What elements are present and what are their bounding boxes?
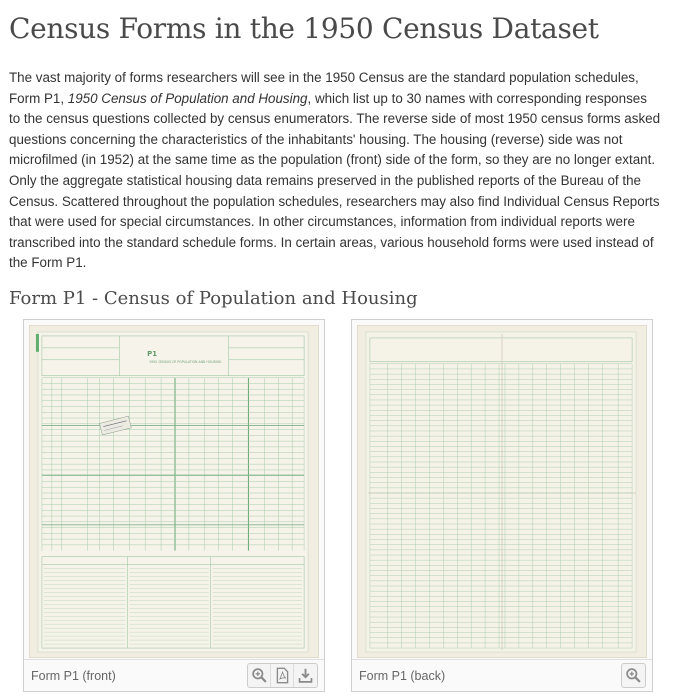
figure-form-p1-back <box>351 319 653 692</box>
zoom-button[interactable] <box>622 664 645 687</box>
intro-text-2: , which list up to 30 names with corresponding responses to the census questions collected by census enumerators. The reverse side of most 1950 census forms asked questions concerning the characteristics of the inhabitants' housing. The housing (reverse) side was not microfilmed (in 1952) at the same time as the population (front) side of the form, so they are no longer extant. Only the aggregate statistical housing data remains preserved in the published reports of the Bureau of the Census. Scattered throughout the population schedules, researchers may also find Individual Census Reports that were used for special circumstances. In other circumstances, information from individual reports were transcribed into the standard schedule forms. In certain areas, various household forms were used instead of the Form P1. <box>9 90 661 271</box>
page-title: Census Forms in the 1950 Census Dataset <box>9 12 599 45</box>
intro-text-1: The vast majority of forms researchers will see in the 1950 Census are the standard population schedules, Form P1, <box>9 70 639 106</box>
figure-toolbar <box>247 663 318 688</box>
form-back-image[interactable] <box>357 325 647 658</box>
download-icon <box>297 667 314 684</box>
pdf-icon <box>274 667 291 684</box>
download-button[interactable] <box>294 664 317 687</box>
section-heading: Form P1 - Census of Population and Housing <box>9 288 418 309</box>
intro-paragraph <box>9 68 661 274</box>
figure-toolbar <box>621 663 646 688</box>
form-front-title: 1950 CENSUS OF POPULATION AND HOUSING <box>149 359 222 364</box>
pdf-button[interactable] <box>271 664 294 687</box>
form-back-scan <box>358 326 646 657</box>
zoom-icon <box>625 667 642 684</box>
figure-form-p1-front <box>23 319 325 692</box>
figure-caption-bar <box>24 659 324 691</box>
figure-caption: Form P1 (front) <box>31 668 116 683</box>
form-front-image[interactable] <box>29 325 319 658</box>
form-front-label: P1 <box>147 349 158 358</box>
zoom-icon <box>251 667 268 684</box>
form-front-scan <box>30 326 318 657</box>
intro-form-title: 1950 Census of Population and Housing <box>67 90 308 106</box>
figure-caption: Form P1 (back) <box>359 668 446 683</box>
zoom-button[interactable] <box>248 664 271 687</box>
figure-caption-bar <box>352 659 652 691</box>
